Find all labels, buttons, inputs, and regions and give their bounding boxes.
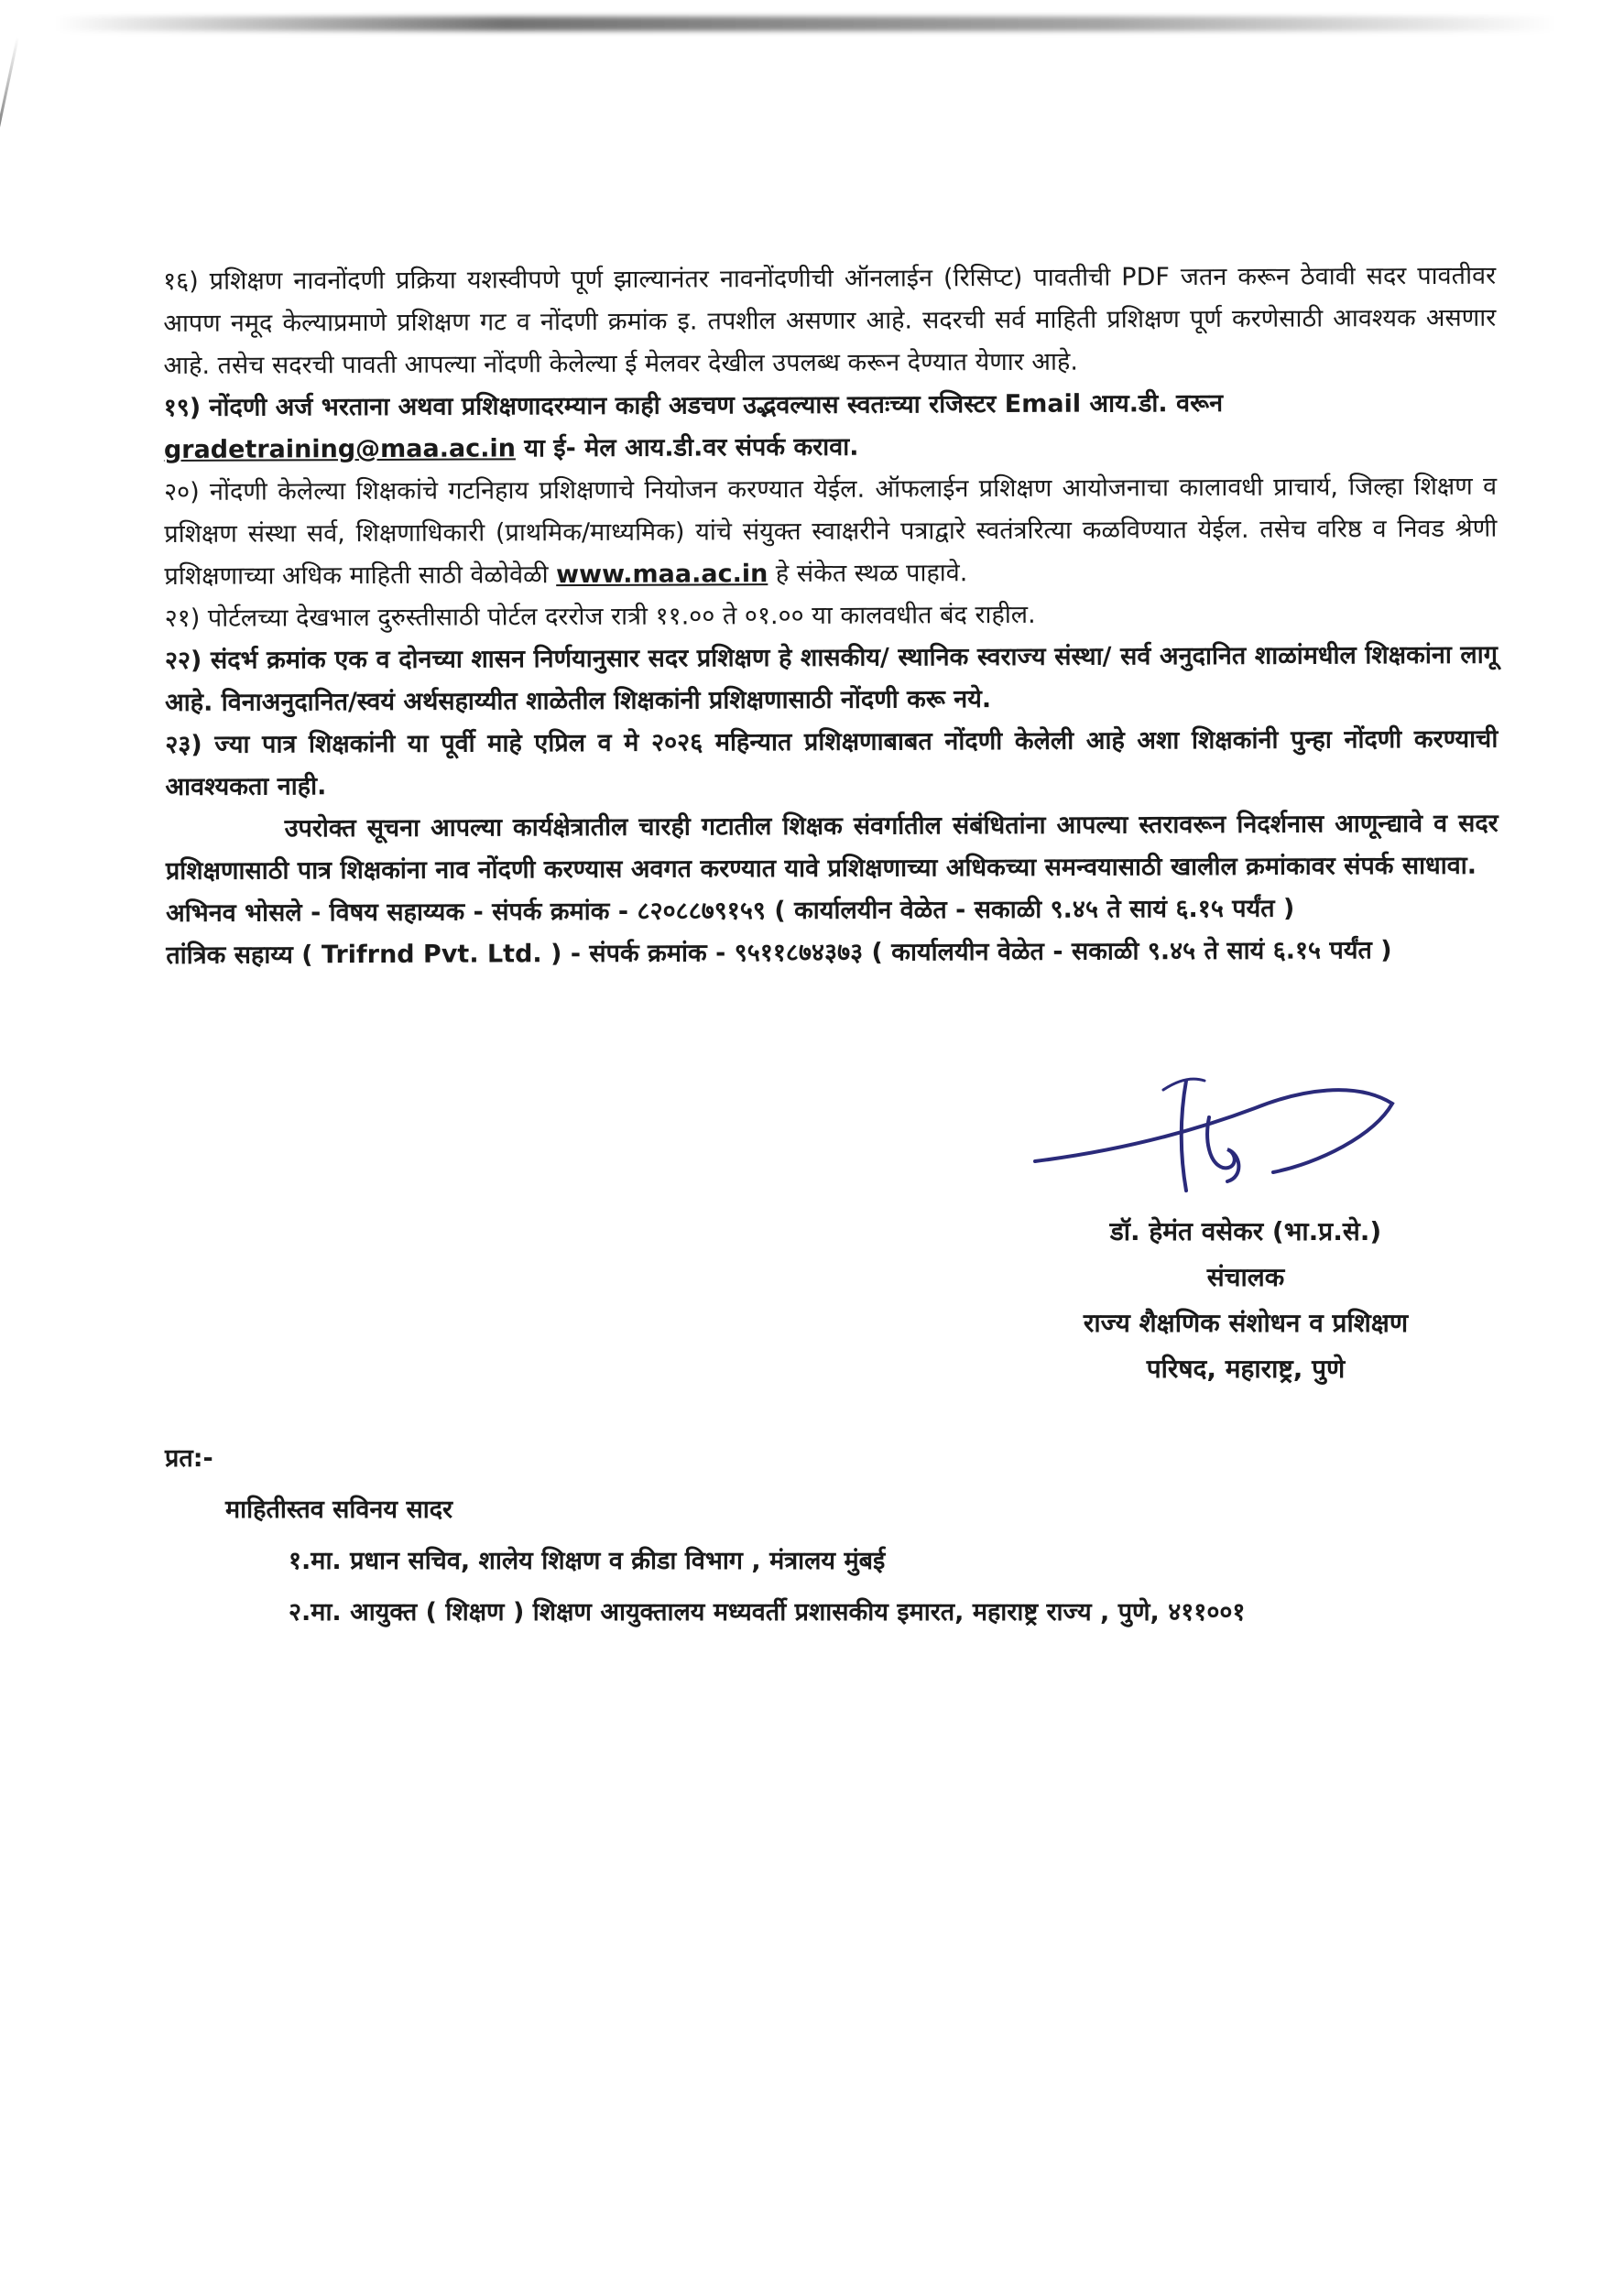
scan-top-shadow xyxy=(55,16,1557,31)
signature-handwritten xyxy=(1026,1053,1411,1209)
paragraph-19-suffix: या ई- मेल आय.डी.वर संपर्क करावा. xyxy=(515,432,859,463)
copy-to-item: २.मा. आयुक्त ( शिक्षण ) शिक्षण आयुक्तालय मध्यवर्ती प्रशासकीय इमारत, महाराष्ट्र राज्य , पुणे, ४११००१ xyxy=(289,1598,1246,1627)
signatory-office-line1: राज्य शैक्षणिक संशोधन व प्रशिक्षण xyxy=(1083,1308,1409,1338)
contact-technical-support: तांत्रिक सहाय्य ( Trifrnd Pvt. Ltd. ) - संपर्क क्रमांक - ९५११८७४३७३ ( कार्यालयीन वेळेत - सकाळी ९.४५ ते सायं ६.१५ पर्यंत ) xyxy=(166,936,1392,970)
paragraph-16: १६) प्रशिक्षण नावनोंदणी प्रक्रिया यशस्वीपणे पूर्ण झाल्यानंतर नावनोंदणीची ऑनलाईन (रिसिप्ट) पावतीची PDF जतन करून ठेवावी सदर पावतीवर आपण नमूद केल्याप्रमाणे प्रशिक्षण गट व नोंदणी क्रमांक इ. तपशील असणार आहे. सदरची सर्व माहिती प्रशिक्षण पूर्ण करणेसाठी आवश्यक असणार आहे. तसेच सदरची पावती आपल्या नोंदणी केलेल्या ई मेलवर देखील उपलब्ध करून देण्यात येणार आहे. xyxy=(163,261,1497,380)
signatory-designation: संचालक xyxy=(1206,1262,1285,1292)
scan-left-edge xyxy=(0,37,19,270)
copy-to-section xyxy=(165,1433,1493,1638)
paragraph-19 xyxy=(164,382,1497,472)
support-email-link[interactable]: gradetraining@maa.ac.in xyxy=(163,434,516,464)
paragraph-22: २२) संदर्भ क्रमांक एक व दोनच्या शासन निर्णयानुसार सदर प्रशिक्षण हे शासकीय/ स्थानिक स्वराज्य संस्था/ सर्व अनुदानित शाळांमधील शिक्षकांना लागू आहे. विनाअनुदानित/स्वयं अर्थसहाय्यीत शाळेतील शिक्षकांनी प्रशिक्षणासाठी नोंदणी करू नये. xyxy=(164,640,1498,717)
paragraph-20-text: २०) नोंदणी केलेल्या शिक्षकांचे गटनिहाय प्रशिक्षणाचे नियोजन करण्यात येईल. ऑफलाईन प्रशिक्षण आयोजनाचा कालावधी प्राचार्य, जिल्हा शिक्षण व प्रशिक्षण संस्था सर्व, शिक्षणाधिकारी (प्राथमिक/माध्यमिक) यांचे संयुक्त स्वाक्षरीने पत्राद्वारे स्वतंत्ररित्या कळविण्यात येईल. तसेच वरिष्ठ व निवड श्रेणी प्रशिक्षणाच्या अधिक माहिती साठी वेळोवेळी xyxy=(164,472,1498,591)
signatory-name: डॉ. हेमंत वसेकर (भा.प्र.से.) xyxy=(1109,1216,1382,1246)
paragraph-20-suffix: हे संकेत स्थळ पाहावे. xyxy=(768,559,968,589)
copy-to-heading: प्रत:- xyxy=(165,1444,213,1473)
document-body xyxy=(163,256,1499,977)
signatory-block xyxy=(989,1209,1502,1392)
paragraph-20 xyxy=(164,466,1498,598)
paragraph-23: २३) ज्या पात्र शिक्षकांनी या पूर्वी माहे एप्रिल व मे २०२६ महिन्यात प्रशिक्षणाबाबत नोंदणी केलेली आहे अशा शिक्षकांनी पुन्हा नोंदणी करण्याची आवश्यकता नाही. xyxy=(165,724,1499,801)
copy-to-item: १.मा. प्रधान सचिव, शालेय शिक्षण व क्रीडा विभाग , मंत्रालय मुंबई xyxy=(289,1547,886,1575)
contact-subject-assistant: अभिनव भोसले - विषय सहाय्यक - संपर्क क्रमांक - ८२०८८७९१५९ ( कार्यालयीन वेळेत - सकाळी ९.४५ ते सायं ६.१५ पर्यंत ) xyxy=(166,894,1295,928)
signatory-office-line2: परिषद, महाराष्ट्र, पुणे xyxy=(1146,1354,1346,1384)
website-link[interactable]: www.maa.ac.in xyxy=(556,560,768,590)
copy-to-intro: माहितीस्तव सविनय सादर xyxy=(225,1496,453,1524)
closing-paragraph: उपरोक्त सूचना आपल्या कार्यक्षेत्रातील चारही गटातील शिक्षक संवर्गातील संबंधितांना आपल्या स्तरावरून निदर्शनास आणून्द्यावे व सदर प्रशिक्षणासाठी पात्र शिक्षकांना नाव नोंदणी करण्यास अवगत करण्यात यावे प्रशिक्षणाच्या अधिकच्या समन्वयासाठी खालील क्रमांकावर संपर्क साधावा. xyxy=(165,809,1499,886)
paragraph-21: २१) पोर्टलच्या देखभाल दुरुस्तीसाठी पोर्टल दररोज रात्री ११.०० ते ०१.०० या कालवधीत बंद राहील. xyxy=(164,600,1036,633)
paragraph-19-text: १९) नोंदणी अर्ज भरताना अथवा प्रशिक्षणादरम्यान काही अडचण उद्भवल्यास स्वतःच्या रजिस्टर Email आय.डी. वरून xyxy=(163,388,1224,422)
